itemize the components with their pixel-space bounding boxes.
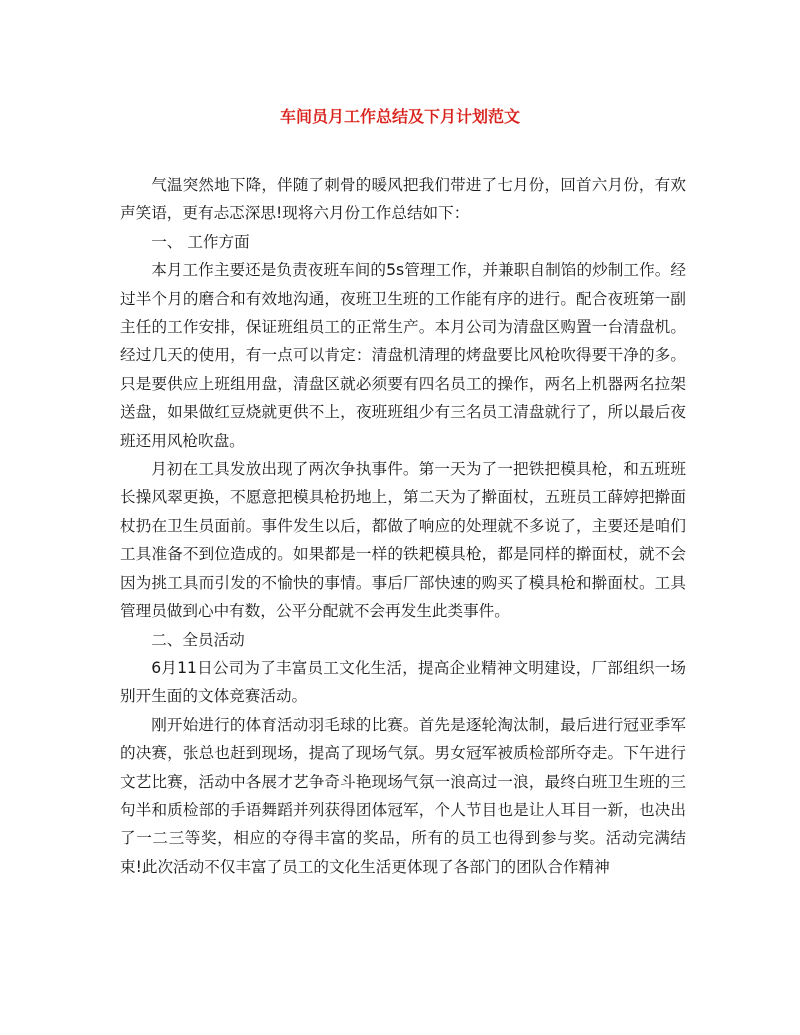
paragraph-work-summary: 本月工作主要还是负责夜班车间的5s管理工作，并兼职自制馅的炒制工作。经过半个月的磨合和有效地沟通，夜班卫生班的工作能有序的进行。配合夜班第一副主任的工作安排，保证班组员工的正常生产。本月公司为清盘区购置一台清盘机。经过几天的使用，有一点可以肯定：清盘机清理的烤盘要比风枪吹得要干净的多。只是要供应上班组用盘，清盘区就必须要有四名员工的操作，两名上机器两名拉架送盘，如果做红豆烧就更供不上，夜班班组少有三名员工清盘就行了，所以最后夜班还用风枪吹盘。 bbox=[120, 261, 686, 450]
paragraph-intro: 气温突然地下降，伴随了刺骨的暖风把我们带进了七月份，回首六月份，有欢声笑语，更有忐忑深思!现将六月份工作总结如下： bbox=[120, 176, 686, 223]
document-title: 车间员月工作总结及下月计划范文 bbox=[279, 107, 520, 126]
paragraph-activity-details: 刚开始进行的体育活动羽毛球的比赛。首先是逐轮淘汰制，最后进行冠亚季军的决赛，张总也赶到现场，提高了现场气氛。男女冠军被质检部所夺走。下午进行文艺比赛，活动中各展才艺争奇斗艳现场气氛一浪高过一浪，最终白班卫生班的三句半和质检部的手语舞蹈并列获得团体冠军，个人节目也是让人耳目一新，也决出了一二三等奖，相应的夺得丰富的奖品，所有的员工也得到参与奖。活动完满结束!此次活动不仅丰富了员工的文化生活更体现了各部门的团队合作精神 bbox=[120, 715, 686, 876]
paragraph-tool-dispute: 月初在工具发放出现了两次争执事件。第一天为了一把铁把模具枪，和五班班长操风翠更换，不愿意把模具枪扔地上，第二天为了擀面杖，五班员工薛婷把擀面杖扔在卫生员面前。事件发生以后，都做了响应的处理就不多说了，主要还是咱们工具准备不到位造成的。如果都是一样的铁耙模具枪，都是同样的擀面杖，就不会因为挑工具而引发的不愉快的事情。事后厂部快速的购买了模具枪和擀面杖。工具管理员做到心中有数，公平分配就不会再发生此类事件。 bbox=[120, 460, 686, 621]
section-heading-activities: 二、全员活动 bbox=[151, 630, 245, 649]
section-heading-work: 一、 工作方面 bbox=[151, 232, 250, 251]
paragraph-activity-intro: 6月11日公司为了丰富员工文化生活，提高企业精神文明建设，厂部组织一场别开生面的文体竞赛活动。 bbox=[120, 658, 686, 706]
document-body bbox=[120, 171, 686, 881]
